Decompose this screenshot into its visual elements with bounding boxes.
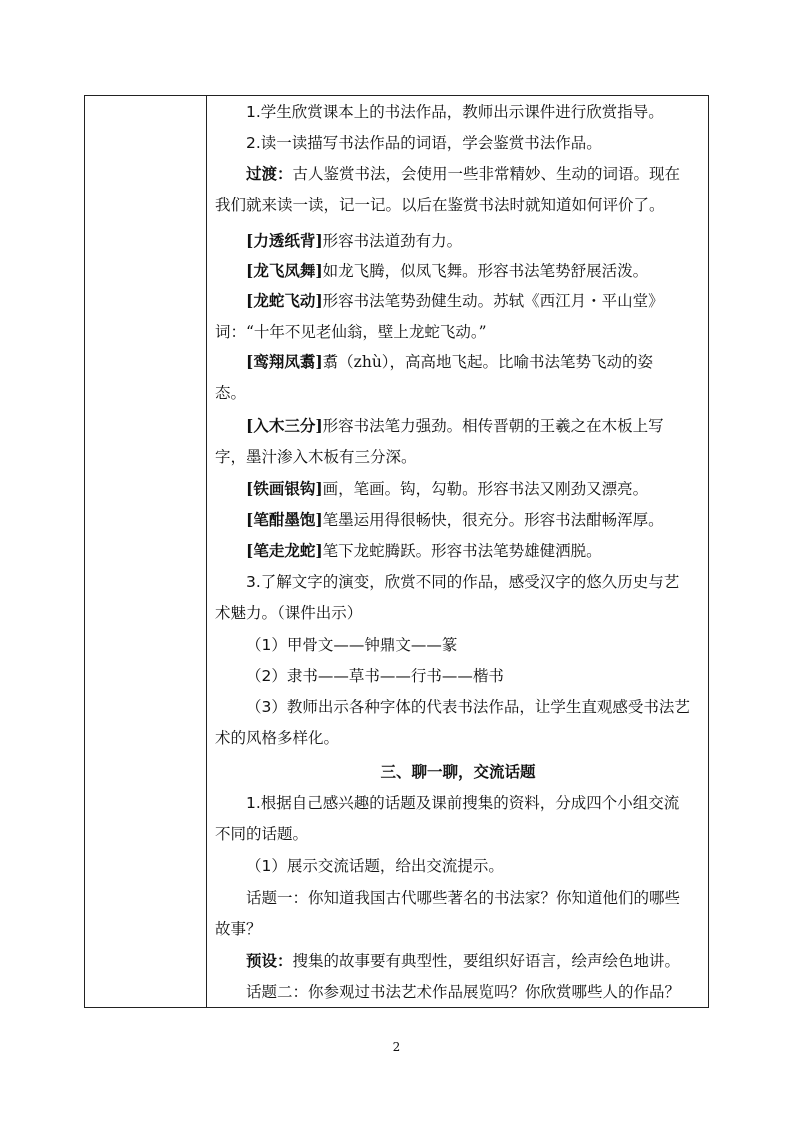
question-1a: （1）展示交流话题，给出交流提示。 bbox=[246, 857, 504, 875]
idiom-term: [力透纸背] bbox=[246, 231, 323, 250]
idiom-6 bbox=[246, 479, 648, 499]
transition-line-2: 我们就来读一读，记一记。以后在鉴赏书法时就知道如何评价了。 bbox=[215, 196, 665, 214]
idiom-term: [笔酣墨饱] bbox=[246, 510, 323, 529]
transition-line-1 bbox=[246, 164, 680, 184]
transition-label: 过渡： bbox=[246, 164, 293, 183]
question-1: 1.根据自己感兴趣的话题及课前搜集的资料，分成四个小组交流 bbox=[246, 794, 680, 812]
idiom-4 bbox=[246, 352, 653, 372]
idiom-definition: 形容书法笔力强劲。相传晋朝的王羲之在木板上写 bbox=[322, 417, 664, 435]
script-evolution-3: （3）教师出示各种字体的代表书法作品，让学生直观感受书法艺 bbox=[246, 698, 690, 716]
idiom-term: [龙飞凤舞] bbox=[246, 261, 323, 280]
idiom-definition: 笔下龙蛇腾跃。形容书法笔势雄健洒脱。 bbox=[322, 542, 602, 560]
idiom-definition: 如龙飞腾，似凤飞舞。形容书法笔势舒展活泼。 bbox=[322, 262, 649, 280]
idiom-term: [龙蛇飞动] bbox=[246, 291, 323, 310]
paragraph-2: 2.读一读描写书法作品的词语，学会鉴赏书法作品。 bbox=[246, 134, 602, 152]
idiom-term: [入木三分] bbox=[246, 416, 323, 435]
idiom-term: [鸾翔凤翥] bbox=[246, 352, 323, 371]
idiom-definition: 形容书法道劲有力。 bbox=[322, 232, 463, 250]
transition-text: 古人鉴赏书法，会使用一些非常精妙、生动的词语。现在 bbox=[292, 165, 681, 183]
topic-1-continued: 故事？ bbox=[215, 920, 262, 938]
page-number: 2 bbox=[392, 1040, 401, 1054]
preset bbox=[246, 951, 680, 971]
question-1-continued: 不同的话题。 bbox=[215, 825, 309, 843]
idiom-4-continued: 态。 bbox=[215, 384, 247, 402]
idiom-7 bbox=[246, 510, 664, 530]
idiom-5-continued: 字，墨汁渗入木板有三分深。 bbox=[215, 448, 417, 466]
idiom-3-continued: 词：“十年不见老仙翁，壁上龙蛇飞动。” bbox=[215, 323, 487, 341]
idiom-8 bbox=[246, 541, 602, 561]
idiom-definition: 翥（zhù），高高地飞起。比喻书法笔势飞动的姿 bbox=[322, 353, 654, 371]
column-divider bbox=[206, 96, 207, 1007]
idiom-definition: 笔墨运用得很畅快，很充分。形容书法酣畅浑厚。 bbox=[322, 511, 664, 529]
idiom-3 bbox=[246, 291, 664, 311]
script-evolution-2: （2）隶书——草书——行书——楷书 bbox=[246, 667, 504, 685]
script-evolution-1: （1）甲骨文——钟鼎文——篆 bbox=[246, 636, 458, 654]
preset-label: 预设： bbox=[246, 952, 293, 970]
paragraph-3-continued: 术魅力。（课件出示） bbox=[215, 604, 363, 622]
script-evolution-3-continued: 术的风格多样化。 bbox=[215, 729, 340, 747]
idiom-term: [笔走龙蛇] bbox=[246, 541, 323, 560]
idiom-definition: 形容书法笔势劲健生动。苏轼《西江月・平山堂》 bbox=[322, 292, 664, 310]
idiom-5 bbox=[246, 416, 664, 436]
idiom-1 bbox=[246, 231, 462, 251]
topic-2: 话题二：你参观过书法艺术作品展览吗？你欣赏哪些人的作品？ bbox=[246, 983, 681, 1001]
topic-1: 话题一：你知道我国古代哪些著名的书法家？你知道他们的哪些 bbox=[246, 889, 681, 907]
idiom-definition: 画，笔画。钩，勾勒。形容书法又刚劲又漂亮。 bbox=[322, 480, 649, 498]
section-heading: 三、聊一聊，交流话题 bbox=[380, 763, 536, 781]
lesson-table bbox=[84, 95, 709, 1008]
idiom-term: [铁画银钩] bbox=[246, 479, 323, 498]
paragraph-1: 1.学生欣赏课本上的书法作品，教师出示课件进行欣赏指导。 bbox=[246, 103, 664, 121]
idiom-2 bbox=[246, 261, 648, 281]
preset-text: 搜集的故事要有典型性，要组织好语言，绘声绘色地讲。 bbox=[292, 952, 681, 970]
paragraph-3: 3.了解文字的演变，欣赏不同的作品，感受汉字的悠久历史与艺 bbox=[246, 573, 680, 591]
